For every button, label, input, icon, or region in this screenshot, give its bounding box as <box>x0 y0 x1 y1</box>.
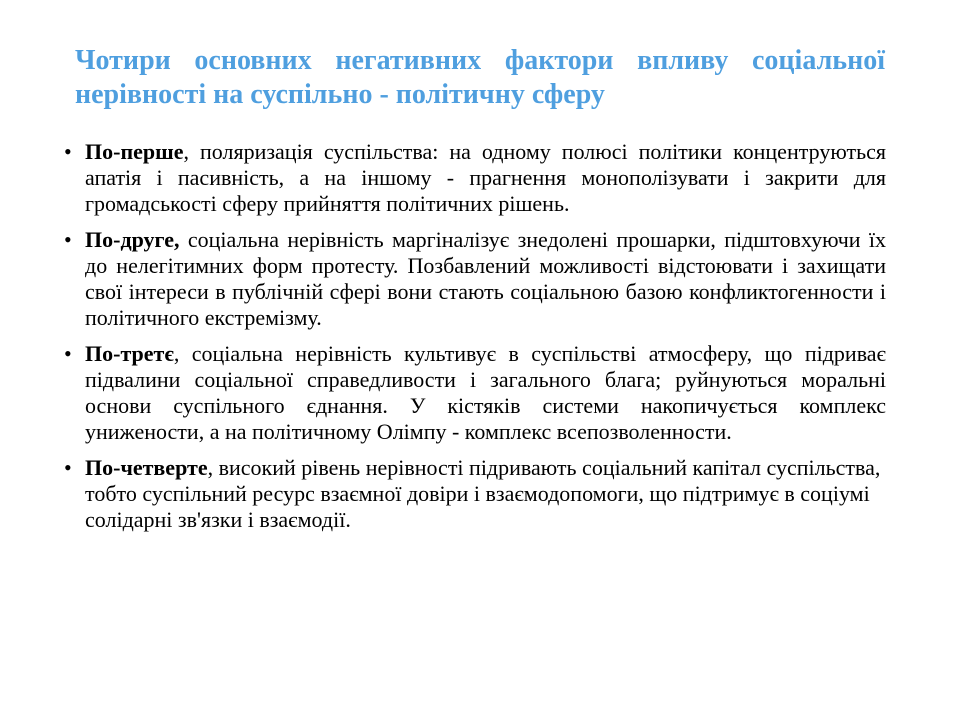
bullet-lead: По-перше <box>85 139 184 164</box>
bullet-lead: По-четверте <box>85 455 208 480</box>
bullet-dot-icon: • <box>64 341 72 366</box>
bullet-item-third <box>60 341 886 445</box>
bullet-dot-icon: • <box>64 455 72 480</box>
slide-title: Чотири основних негативних фактори впливу соціальної нерівності на суспільно - політичну сферу <box>75 45 885 110</box>
bullet-lead: По-друге, <box>85 227 180 252</box>
bullet-item-first <box>60 139 886 217</box>
bullet-text: , високий рівень нерівності підривають соціальний капітал суспільства, тобто суспільний ресурс взаємної довіри і взаємодопомоги, що підтримує в соціумі солідарні зв'язки і взаємодії. <box>85 455 881 532</box>
bullet-text: соціальна нерівність маргіналізує знедолені прошарки, підштовхуючи їх до нелегітимних форм протесту. Позбавлений можливості відстоювати і захищати свої інтереси в публічній сфері вони стають соціальною базою конфликтогенности і політичного екстремізму. <box>85 227 886 330</box>
bullet-text: , поляризація суспільства: на одному полюсі політики концентруються апатія і пасивність, а на іншому - прагнення монополізувати і закрити для громадськості сферу прийняття політичних рішень. <box>85 139 886 216</box>
bullet-text: , соціальна нерівність культивує в суспільстві атмосферу, що підриває підвалини соціальної справедливости і загального блага; руйнуються моральні основи суспільного єднання. У кістяків системи накопичується комплекс унижености, а на політичному Олімпу - комплекс всепозволенности. <box>85 341 886 444</box>
bullet-dot-icon: • <box>64 227 72 252</box>
bullet-list <box>60 139 886 543</box>
bullet-item-second <box>60 227 886 331</box>
bullet-item-fourth <box>60 455 886 533</box>
bullet-dot-icon: • <box>64 139 72 164</box>
bullet-lead: По-третє <box>85 341 174 366</box>
